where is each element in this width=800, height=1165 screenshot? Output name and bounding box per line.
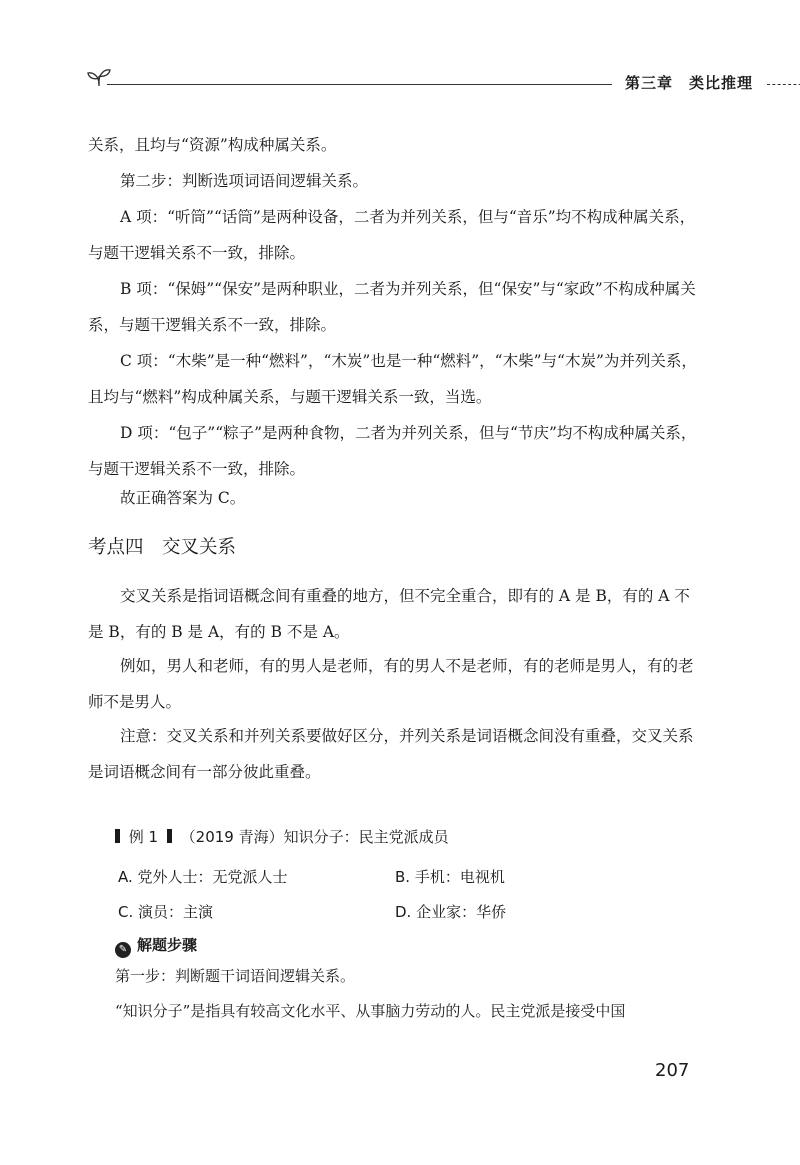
paragraph: B 项：“保姆”“保安”是两种职业，二者为并列关系，但“保安”与“家政”不构成种属关系，与题干逻辑关系不一致，排除。	[88, 280, 696, 334]
sprout-icon	[85, 62, 113, 90]
paragraph: A 项：“听筒”“话筒”是两种设备，二者为并列关系，但与“音乐”均不构成种属关系，与题干逻辑关系不一致，排除。	[88, 208, 696, 262]
section-title: 考点四 交叉关系	[88, 537, 237, 558]
paragraph: 例如，男人和老师，有的男人是老师，有的男人不是老师，有的老师是男人，有的老师不是男人。	[88, 657, 694, 711]
steps-heading	[115, 934, 197, 958]
option-b: B. 手机：电视机	[395, 868, 505, 886]
header-rule-right	[767, 84, 800, 85]
paragraph: 故正确答案为 C。	[120, 489, 246, 507]
option-a: A. 党外人士：无党派人士	[118, 868, 288, 886]
running-header	[85, 62, 754, 92]
option-c: C. 演员：主演	[118, 903, 214, 921]
paragraph: D 项：“包子”“粽子”是两种食物，二者为并列关系，但与“节庆”均不构成种属关系，与题干逻辑关系不一致，排除。	[88, 424, 697, 478]
paragraph: 交叉关系是指词语概念间有重叠的地方，但不完全重合，即有的 A 是 B，有的 A 不是 B，有的 B 是 A，有的 B 不是 A。	[88, 587, 690, 641]
pencil-icon: ✎	[115, 942, 131, 958]
chapter-title: 第三章 类比推理	[625, 74, 754, 92]
example-label: 例 1	[128, 828, 159, 846]
bracket-bar-icon	[167, 829, 172, 843]
paragraph: 关系，且均与“资源”构成种属关系。	[88, 136, 337, 154]
explanation: “知识分子”是指具有较高文化水平、从事脑力劳动的人。民主党派是接受中国	[115, 1002, 626, 1020]
steps-title-text: 解题步骤	[137, 936, 198, 954]
bracket-bar-icon	[115, 829, 120, 843]
paragraph: 第二步：判断选项词语间逻辑关系。	[120, 172, 369, 190]
option-d: D. 企业家：华侨	[395, 903, 507, 921]
example-stem: （2019 青海）知识分子：民主党派成员	[180, 828, 449, 846]
example-heading	[115, 826, 449, 847]
paragraph: 注意：交叉关系和并列关系要做好区分，并列关系是词语概念间没有重叠，交叉关系是词语概念间有一部分彼此重叠。	[88, 727, 694, 781]
paragraph: C 项：“木柴”是一种“燃料”，“木炭”也是一种“燃料”，“木柴”与“木炭”为并列关系，且均与“燃料”构成种属关系，与题干逻辑关系一致，当选。	[88, 352, 697, 406]
step-one: 第一步：判断题干词语间逻辑关系。	[115, 967, 356, 985]
header-rule-left	[107, 84, 612, 85]
page-number: 207	[655, 1060, 690, 1081]
